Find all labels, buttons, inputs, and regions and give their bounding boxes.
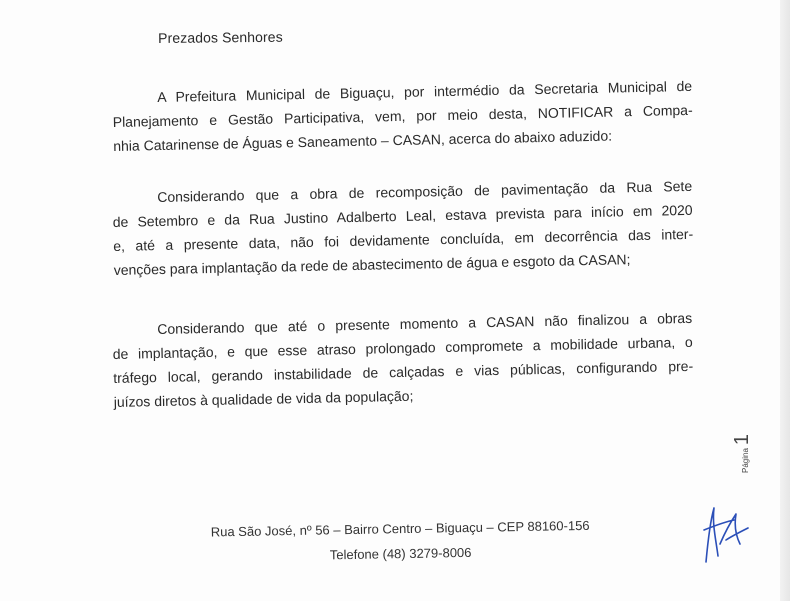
paragraph-line: Planejamento e Gestão Participativa, vem, por meio desta, NOTIFICAR a Compa-	[112, 101, 693, 130]
paragraph-line: nhia Catarinense de Águas e Saneamento – CASAN, acerca do abaixo aduzido:	[113, 127, 613, 154]
paragraph-line: venções para implantação da rede de abastecimento de água e esgoto da CASAN;	[113, 251, 631, 278]
paragraph-line: Considerando que a obra de recomposição de pavimentação da Rua Sete	[157, 177, 693, 206]
signature-initials-icon	[696, 500, 752, 570]
paragraph-line: de implantação, e que esse atraso prolongado compromete a mobilidade urbana, o	[112, 333, 693, 362]
paragraph-notification	[112, 74, 693, 158]
greeting: Prezados Senhores	[158, 28, 283, 46]
footer-address: Rua São José, nº 56 – Bairro Centro – Biguaçu – CEP 88160-156	[210, 517, 590, 540]
footer-phone: Telefone (48) 3279-8006	[329, 544, 472, 563]
paragraph-considering-2	[112, 306, 694, 414]
paragraph-line: de Setembro e da Rua Justino Adalberto Leal, estava prevista para início em 2020	[112, 201, 693, 230]
page-number-value: 1	[731, 433, 753, 446]
paragraph-line: A Prefeitura Municipal de Biguaçu, por intermédio da Secretaria Municipal de	[157, 77, 693, 106]
paragraph-line: e, até a presente data, não foi devidamente concluída, em decorrência das inter-	[113, 225, 694, 254]
page-number	[731, 429, 761, 473]
paragraph-line: juízos diretos à qualidade de vida da população;	[113, 387, 414, 410]
paragraph-line: Considerando que até o presente momento a CASAN não finalizou a obras	[157, 309, 693, 338]
footer	[180, 512, 621, 570]
page-number-label: Página	[741, 448, 750, 473]
paragraph-line: tráfego local, gerando instabilidade de calçadas e vias públicas, configurando pre-	[113, 357, 694, 386]
paragraph-considering-1	[112, 174, 694, 282]
